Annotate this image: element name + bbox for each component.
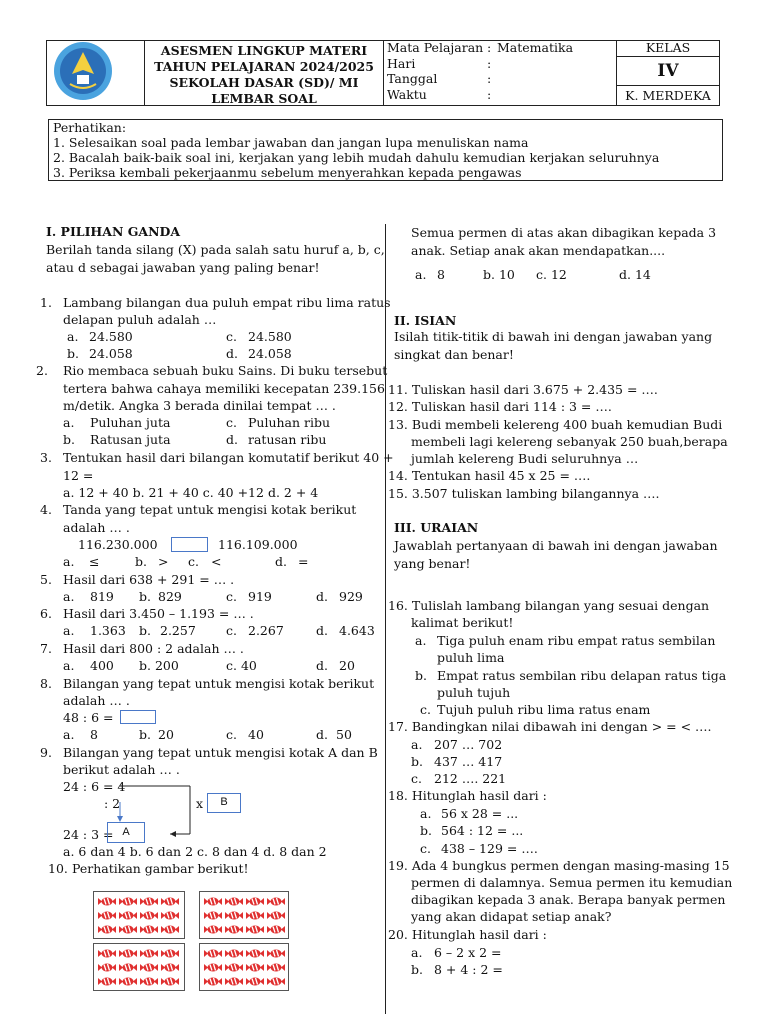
question-text: berikut adalah … .: [63, 762, 180, 777]
uraian-question: 20. Hitunglah hasil dari :: [388, 927, 547, 942]
option-text: 40: [248, 727, 264, 742]
question-text: Bilangan yang tepat untuk mengisi kotak berikut: [63, 676, 375, 691]
candy-icon: [119, 975, 137, 986]
candy-icon: [98, 975, 116, 986]
option-text: ≤: [89, 554, 100, 569]
option-text: 24.058: [89, 346, 133, 361]
candy-icon: [225, 947, 243, 958]
option-letter: b.: [67, 346, 79, 361]
option-text: Puluhan juta: [90, 415, 171, 430]
uraian-question: kalimat berikut!: [411, 615, 514, 630]
candy-icon: [98, 947, 116, 958]
isian-question: 15. 3.507 tuliskan lambing bilangannya ….: [388, 486, 660, 501]
option-text: puluh tujuh: [437, 685, 511, 700]
candy-icon: [161, 975, 179, 986]
option-letter: a.: [67, 329, 79, 344]
compare-right-number: 116.109.000: [218, 537, 298, 552]
candy-icon: [98, 961, 116, 972]
question-text: anak. Setiap anak akan mendapatkan....: [411, 243, 666, 258]
box-a: A: [107, 822, 145, 843]
question-text: Semua permen di atas akan dibagikan kepada 3: [411, 225, 717, 240]
option-text: >: [158, 554, 169, 569]
question-number: 8.: [40, 676, 52, 691]
option-text: 819: [90, 589, 114, 604]
option-letter: a.: [415, 267, 427, 282]
header-title-line: TAHUN PELAJARAN 2024/2025: [154, 59, 374, 74]
answer-box: [120, 710, 156, 724]
candy-icon: [204, 961, 222, 972]
question-number: 4.: [40, 502, 52, 517]
candy-icon: [119, 961, 137, 972]
candy-icon: [267, 923, 285, 934]
option-text: Tujuh puluh ribu lima ratus enam: [437, 702, 651, 717]
option-text: c. 40: [226, 658, 257, 673]
option-text: 8 + 4 : 2 =: [434, 962, 503, 977]
candy-icon: [119, 923, 137, 934]
option-text: c. 12: [536, 267, 567, 282]
option-letter: c.: [226, 329, 237, 344]
candy-icon: [225, 895, 243, 906]
option-letter: d.: [316, 658, 328, 673]
field-label: Hari: [387, 55, 416, 71]
candy-icon: [204, 909, 222, 920]
question-text: Hasil dari 3.450 – 1.193 = … .: [63, 606, 254, 621]
option-letter: a.: [63, 589, 75, 604]
question-text: Hasil dari 800 : 2 adalah … .: [63, 641, 244, 656]
option-text: 2.257: [160, 623, 196, 638]
option-letter: c.: [188, 554, 199, 569]
candy-icon: [140, 961, 158, 972]
candy-icon: [98, 909, 116, 920]
option-letter: d.: [226, 346, 238, 361]
header-title-line: LEMBAR SOAL: [211, 91, 317, 106]
option-letter: a.: [411, 945, 423, 960]
uraian-question: yang akan didapat setiap anak?: [411, 909, 612, 924]
isian-question: 14. Tentukan hasil 45 x 25 = ….: [388, 468, 591, 483]
option-letter: b.: [411, 962, 423, 977]
option-letter: b.: [63, 432, 75, 447]
candy-icon: [140, 895, 158, 906]
option-text: <: [211, 554, 222, 569]
question-number: 9.: [40, 745, 52, 760]
option-letter: b.: [411, 754, 423, 769]
option-text: 6 – 2 x 2 =: [434, 945, 502, 960]
section-intro: yang benar!: [394, 556, 471, 571]
question-text: Perhatikan gambar berikut!: [72, 861, 249, 876]
option-letter: d.: [316, 727, 328, 742]
option-text: 929: [339, 589, 363, 604]
kelas-row-line-1: [616, 56, 720, 57]
option-text: 564 : 12 = ...: [441, 823, 524, 838]
option-letter: c.: [226, 623, 237, 638]
question-text: Tentukan hasil dari bilangan komutatif berikut 40 +: [63, 450, 394, 465]
kurikulum-label: K. MERDEKA: [625, 88, 711, 103]
candy-icon: [161, 895, 179, 906]
isian-question: membeli lagi kelereng sebanyak 250 buah,berapa: [411, 434, 728, 449]
option-letter: d.: [275, 554, 287, 569]
question-text: Lambang bilangan dua puluh empat ribu lima ratus: [63, 295, 391, 310]
field-label: Mata Pelajaran: [387, 40, 484, 55]
header-title: [146, 43, 382, 107]
candy-icon: [161, 947, 179, 958]
option-letter: a.: [63, 623, 75, 638]
option-text: 4.643: [339, 623, 375, 638]
question-text: Hasil dari 638 + 291 = … .: [63, 572, 235, 587]
candy-icon: [267, 975, 285, 986]
option-letter: b.: [415, 668, 427, 683]
question-text: 12 =: [63, 468, 94, 483]
question-number: 1.: [40, 295, 52, 310]
section-title-uraian: III. URAIAN: [394, 520, 479, 535]
option-letter: b.: [139, 623, 151, 638]
option-text: puluh lima: [437, 650, 505, 665]
option-text: b. 10: [483, 267, 515, 282]
column-divider: [385, 224, 386, 1014]
isian-question: 12. Tuliskan hasil dari 114 : 3 = ….: [388, 399, 612, 414]
notice-text: [53, 120, 659, 180]
uraian-question: 19. Ada 4 bungkus permen dengan masing-masing 15: [388, 858, 730, 873]
isian-question: 13. Budi membeli kelereng 400 buah kemudian Budi: [388, 417, 723, 432]
option-text: Empat ratus sembilan ribu delapan ratus tiga: [437, 668, 727, 683]
option-text: Puluhan ribu: [248, 415, 331, 430]
candy-icon: [140, 975, 158, 986]
option-text: 24.058: [248, 346, 292, 361]
option-text: 50: [336, 727, 352, 742]
option-letter: c.: [226, 589, 237, 604]
option-letter: a.: [63, 415, 75, 430]
option-text: =: [298, 554, 309, 569]
isian-question: jumlah kelereng Budi seluruhnya …: [411, 451, 639, 466]
question-text: Rio membaca sebuah buku Sains. Di buku tersebut: [63, 363, 388, 378]
field-sep: :: [487, 86, 492, 102]
candy-icon: [246, 947, 264, 958]
option-letter: a.: [63, 554, 75, 569]
field-sep: :: [487, 40, 492, 55]
subject-fields: [387, 40, 613, 102]
section-title-isian: II. ISIAN: [394, 313, 457, 328]
field-sep: :: [487, 71, 492, 86]
candy-icon: [204, 923, 222, 934]
option-text: 437 … 417: [434, 754, 503, 769]
question-number: 7.: [40, 641, 52, 656]
option-line: a. 12 + 40 b. 21 + 40 c. 40 +12 d. 2 + 4: [63, 485, 319, 500]
candy-icon: [140, 923, 158, 934]
kelas-value: IV: [657, 61, 679, 81]
option-text: 20: [339, 658, 355, 673]
candy-icon: [161, 923, 179, 934]
isian-question: 11. Tuliskan hasil dari 3.675 + 2.435 = ….: [388, 382, 658, 397]
candy-icon: [140, 947, 158, 958]
option-text: d. 14: [619, 267, 651, 282]
multiply-sign: x: [196, 796, 204, 811]
section-intro: Jawablah pertanyaan di bawah ini dengan jawaban: [394, 538, 718, 553]
kelas-label: KELAS: [645, 40, 691, 55]
kelas-row-line-2: [616, 85, 720, 86]
tut-wuri-logo: [50, 40, 116, 102]
question-number: 6.: [40, 606, 52, 621]
question-text: tertera bahwa cahaya memiliki kecepatan 239.156: [63, 381, 385, 396]
notice-item: 2. Bacalah baik-baik soal ini, kerjakan yang lebih mudah dahulu kemudian kerjakan seluruhnya: [53, 150, 660, 165]
option-text: 1.363: [90, 623, 126, 638]
question-text: adalah … .: [63, 520, 130, 535]
candy-icon: [246, 909, 264, 920]
question-text: delapan puluh adalah …: [63, 312, 217, 327]
header-divider-1: [144, 40, 145, 106]
option-letter: c.: [226, 415, 237, 430]
candy-icon: [140, 909, 158, 920]
option-letter: d.: [226, 432, 238, 447]
option-letter: b.: [139, 727, 151, 742]
notice-title: Perhatikan:: [53, 120, 127, 135]
uraian-question: permen di dalamnya. Semua permen itu kemudian: [411, 875, 733, 890]
option-text: 24.580: [248, 329, 292, 344]
uraian-question: 18. Hitunglah hasil dari :: [388, 788, 547, 803]
candy-icon: [98, 895, 116, 906]
option-text: b. 200: [139, 658, 179, 673]
section-intro: Berilah tanda silang (X) pada salah satu huruf a, b, c,: [46, 242, 385, 257]
candy-icon: [204, 947, 222, 958]
option-text: 2.267: [248, 623, 284, 638]
question-text: Tanda yang tepat untuk mengisi kotak berikut: [63, 502, 357, 517]
uraian-question: dibagikan kepada 3 anak. Berapa banyak permen: [411, 892, 726, 907]
uraian-question: 17. Bandingkan nilai dibawah ini dengan > = < ….: [388, 719, 712, 734]
candy-icon: [267, 895, 285, 906]
candy-icon: [246, 961, 264, 972]
answer-box: [171, 537, 208, 552]
option-letter: a.: [63, 658, 75, 673]
field-label: Tanggal: [387, 71, 438, 86]
header-title-line: SEKOLAH DASAR (SD)/ MI: [169, 75, 359, 90]
candy-icon: [161, 961, 179, 972]
candy-icon: [161, 909, 179, 920]
candy-icon: [119, 947, 137, 958]
option-text: 829: [158, 589, 182, 604]
option-text: 438 – 129 = ….: [441, 841, 538, 856]
question-number: 5.: [40, 572, 52, 587]
candy-icon: [119, 895, 137, 906]
option-letter: b.: [420, 823, 432, 838]
candy-icon: [267, 909, 285, 920]
option-text: 8: [437, 267, 445, 282]
option-letter: d.: [316, 589, 328, 604]
question-number: 10.: [48, 861, 68, 876]
field-label: Waktu: [387, 86, 427, 102]
option-text: 20: [158, 727, 174, 742]
header-title-line: ASESMEN LINGKUP MATERI: [160, 43, 368, 58]
candy-icon: [225, 923, 243, 934]
uraian-question: 16. Tulislah lambang bilangan yang sesuai dengan: [388, 598, 710, 613]
question-text: adalah … .: [63, 693, 130, 708]
candy-icon: [225, 975, 243, 986]
option-letter: a.: [415, 633, 427, 648]
candy-icon: [225, 961, 243, 972]
option-text: Ratusan juta: [90, 432, 171, 447]
option-letter: b.: [135, 554, 147, 569]
option-letter: d.: [316, 623, 328, 638]
option-text: 56 x 28 = ...: [441, 806, 519, 821]
candy-icon: [246, 895, 264, 906]
option-letter: c.: [420, 702, 431, 717]
section-intro: Isilah titik-titik di bawah ini dengan jawaban yang: [394, 329, 713, 344]
candy-icon: [267, 961, 285, 972]
field-sep: :: [487, 55, 492, 71]
candy-icon: [246, 975, 264, 986]
option-text: 207 … 702: [434, 737, 503, 752]
option-line: a. 6 dan 4 b. 6 dan 2 c. 8 dan 4 d. 8 dan 2: [63, 844, 327, 859]
field-value: Matematika: [497, 40, 574, 55]
section-intro: singkat dan benar!: [394, 347, 514, 362]
option-text: 400: [90, 658, 114, 673]
question-number: 2.: [36, 363, 48, 378]
notice-item: 3. Periksa kembali pekerjaanmu sebelum menyerahkan kepada pengawas: [53, 165, 522, 180]
option-letter: c.: [226, 727, 237, 742]
equation: : 2: [104, 796, 121, 811]
option-letter: a.: [63, 727, 75, 742]
box-b: B: [207, 793, 241, 813]
option-letter: c.: [420, 841, 431, 856]
option-text: 24.580: [89, 329, 133, 344]
question-text: m/detik. Angka 3 berada dinilai tempat … .: [63, 398, 336, 413]
option-text: 212 …. 221: [434, 771, 507, 786]
equation: 24 : 3 =: [63, 827, 114, 842]
option-letter: b.: [139, 589, 151, 604]
candy-icon: [267, 947, 285, 958]
equation: 24 : 6 = 4: [63, 779, 126, 794]
section-intro: atau d sebagai jawaban yang paling benar!: [46, 260, 320, 275]
question-text: Bilangan yang tepat untuk mengisi kotak A dan B: [63, 745, 378, 760]
option-letter: a.: [420, 806, 432, 821]
candy-icon: [204, 895, 222, 906]
compare-left-number: 116.230.000: [78, 537, 158, 552]
candy-icon: [204, 975, 222, 986]
candy-icon: [119, 909, 137, 920]
candy-icon: [225, 909, 243, 920]
option-text: 919: [248, 589, 272, 604]
option-text: ratusan ribu: [248, 432, 327, 447]
section-title-pilihan-ganda: I. PILIHAN GANDA: [46, 224, 181, 239]
candy-icon: [246, 923, 264, 934]
option-letter: a.: [411, 737, 423, 752]
question-number: 3.: [40, 450, 52, 465]
option-text: 8: [90, 727, 98, 742]
notice-item: 1. Selesaikan soal pada lembar jawaban dan jangan lupa menuliskan nama: [53, 135, 529, 150]
candy-icon: [98, 923, 116, 934]
option-text: Tiga puluh enam ribu empat ratus sembilan: [437, 633, 716, 648]
header-divider-2: [383, 40, 384, 106]
equation: 48 : 6 =: [63, 710, 114, 725]
option-letter: c.: [411, 771, 422, 786]
